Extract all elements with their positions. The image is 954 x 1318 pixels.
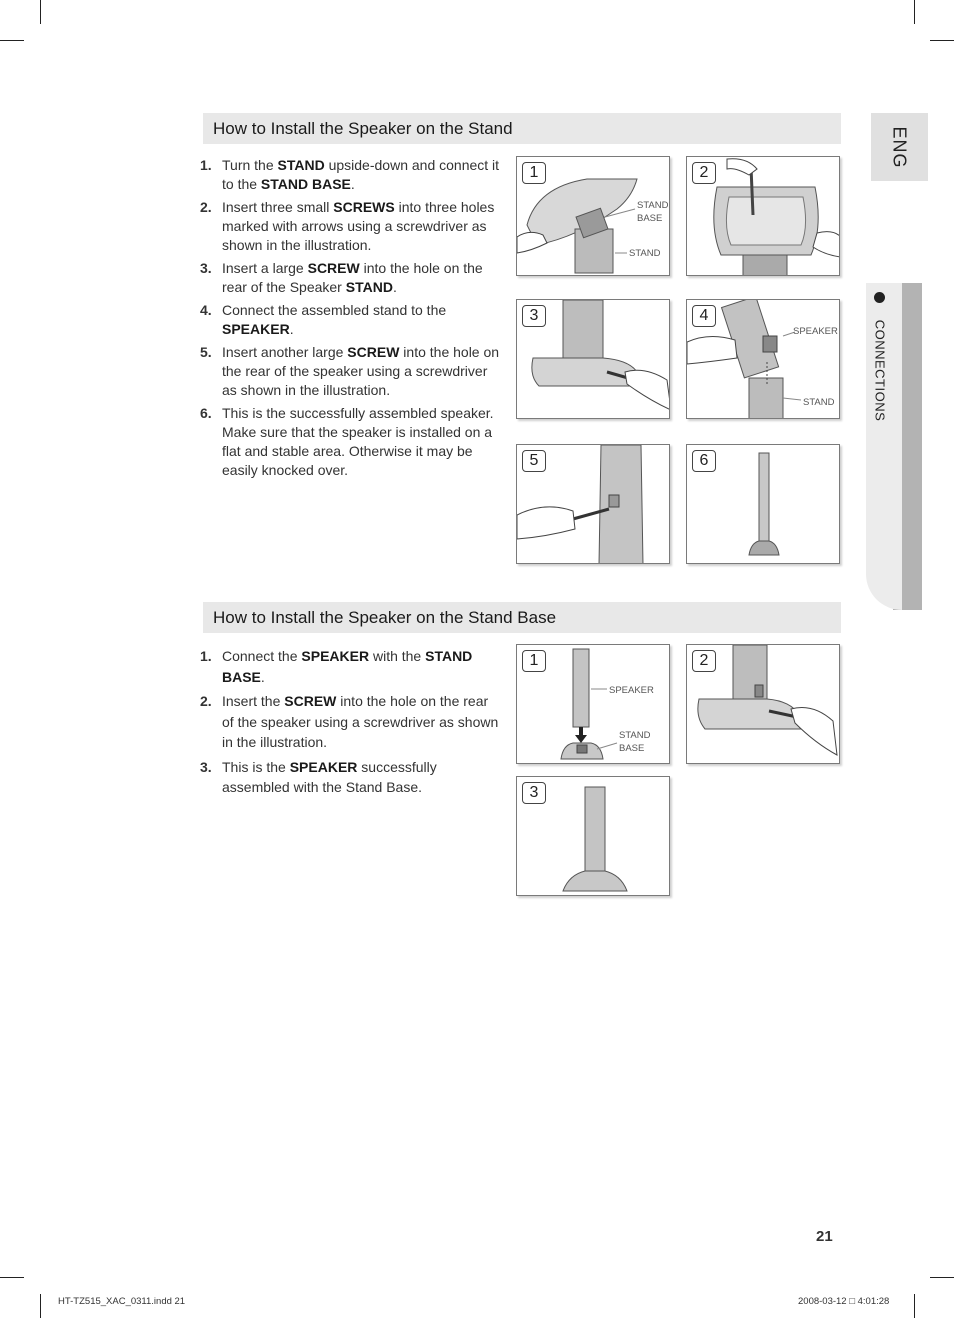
step-number: 6.	[200, 405, 212, 421]
step-text: with the	[369, 648, 426, 664]
figure-stand-6	[686, 444, 840, 564]
step-text: Insert a large	[222, 260, 308, 276]
bullet-dot-icon	[874, 292, 885, 303]
step-text: Connect the assembled stand to the	[222, 302, 447, 318]
step-badge: 5	[522, 450, 546, 472]
section-title-stand: How to Install the Speaker on the Stand	[203, 113, 841, 144]
step-keyword: STAND	[277, 157, 325, 173]
instruction-step	[200, 259, 500, 297]
step-text: upside-down and connect it to the	[222, 157, 500, 192]
section-tab-label-wrap	[866, 310, 894, 430]
step-keyword: SCREWS	[333, 199, 395, 215]
step-badge: 1	[522, 650, 546, 672]
instruction-step	[200, 404, 500, 480]
step-number: 1.	[200, 157, 212, 173]
steps-list-stand-base	[200, 646, 500, 802]
instruction-step	[200, 691, 500, 753]
instruction-step	[200, 198, 500, 255]
step-text: .	[260, 668, 265, 685]
step-text: into three holes marked with arrows using a screwdriver as shown in the illustration.	[222, 199, 495, 253]
step-text: successfully assembled with the Stand Base.	[222, 758, 437, 795]
step-keyword: STAND BASE	[260, 176, 351, 192]
step-text: .	[289, 321, 294, 337]
figure-stand-3	[516, 299, 670, 419]
crop-mark	[930, 1277, 954, 1278]
figure-label-stand: STAND	[803, 397, 835, 408]
step-text: Insert another large	[222, 344, 348, 360]
step-text: This is the	[222, 758, 290, 775]
language-tab-label: ENG	[889, 125, 910, 169]
step-number: 3.	[200, 758, 212, 775]
step-text: into the hole on the rear of the speaker using a screwdriver as shown in the illustration.	[222, 693, 499, 750]
step-keyword: SPEAKER	[222, 321, 290, 337]
figure-label-stand-base: STAND BASE	[637, 200, 669, 224]
figure-label-speaker: SPEAKER	[793, 326, 838, 337]
step-badge: 3	[522, 305, 546, 327]
page-number: 21	[816, 1228, 833, 1245]
step-text: This is the successfully assembled speaker. Make sure that the speaker is installed on a flat and stable area. Otherwise it may be easily knocked over.	[222, 405, 494, 478]
figure-stand-5	[516, 444, 670, 564]
step-badge: 4	[692, 305, 716, 327]
step-keyword: SPEAKER	[301, 648, 370, 664]
figure-base-1	[516, 644, 670, 764]
instruction-step	[200, 757, 500, 798]
step-keyword: SPEAKER	[289, 758, 358, 775]
section-title-stand-base: How to Install the Speaker on the Stand Base	[203, 602, 841, 633]
figure-stand-2	[686, 156, 840, 276]
crop-mark	[930, 40, 954, 41]
instruction-step	[200, 156, 500, 194]
step-text: into the hole on the rear of the speaker using a screwdriver as shown in the illustration.	[222, 344, 500, 398]
step-badge: 6	[692, 450, 716, 472]
step-number: 1.	[200, 648, 212, 664]
figure-base-3	[516, 776, 670, 896]
crop-mark	[40, 1294, 41, 1318]
language-tab-label-wrap	[871, 113, 928, 181]
steps-list-stand	[200, 156, 500, 484]
step-number: 3.	[200, 260, 212, 276]
step-text: Insert the	[222, 693, 285, 709]
step-keyword: SCREW	[347, 344, 400, 360]
figure-stand-1	[516, 156, 670, 276]
footer-file-name: HT-TZ515_XAC_0311.indd 21	[58, 1296, 186, 1307]
step-badge: 2	[692, 162, 716, 184]
figure-label-stand-base: STAND BASE	[619, 730, 651, 754]
step-number: 2.	[200, 693, 212, 709]
step-text: into the hole on the rear of the Speaker	[222, 260, 483, 295]
instruction-step	[200, 343, 500, 400]
step-text: Connect the	[222, 648, 302, 664]
crop-mark	[914, 1294, 915, 1318]
step-text: .	[350, 176, 355, 192]
figure-label-speaker: SPEAKER	[609, 685, 654, 696]
crop-mark	[0, 1277, 24, 1278]
step-number: 4.	[200, 302, 212, 318]
step-keyword: STAND BASE	[222, 648, 473, 685]
instruction-step	[200, 301, 500, 339]
step-keyword: SCREW	[284, 693, 337, 709]
section-tab-label: CONNECTIONS	[872, 319, 888, 421]
figure-label-stand: STAND	[629, 248, 661, 259]
step-keyword: STAND	[345, 279, 393, 295]
step-badge: 3	[522, 782, 546, 804]
step-text: Insert three small	[222, 199, 334, 215]
step-keyword: SCREW	[307, 260, 360, 276]
instruction-step	[200, 646, 500, 687]
step-badge: 2	[692, 650, 716, 672]
step-number: 5.	[200, 344, 212, 360]
step-badge: 1	[522, 162, 546, 184]
step-text: Turn the	[222, 157, 278, 173]
step-number: 2.	[200, 199, 212, 215]
footer-timestamp: 2008-03-12 □ 4:01:28	[798, 1296, 890, 1307]
step-text: .	[392, 279, 397, 295]
figure-base-2	[686, 644, 840, 764]
crop-mark	[0, 40, 24, 41]
crop-mark	[40, 0, 41, 24]
crop-mark	[914, 0, 915, 24]
figure-stand-4	[686, 299, 840, 419]
